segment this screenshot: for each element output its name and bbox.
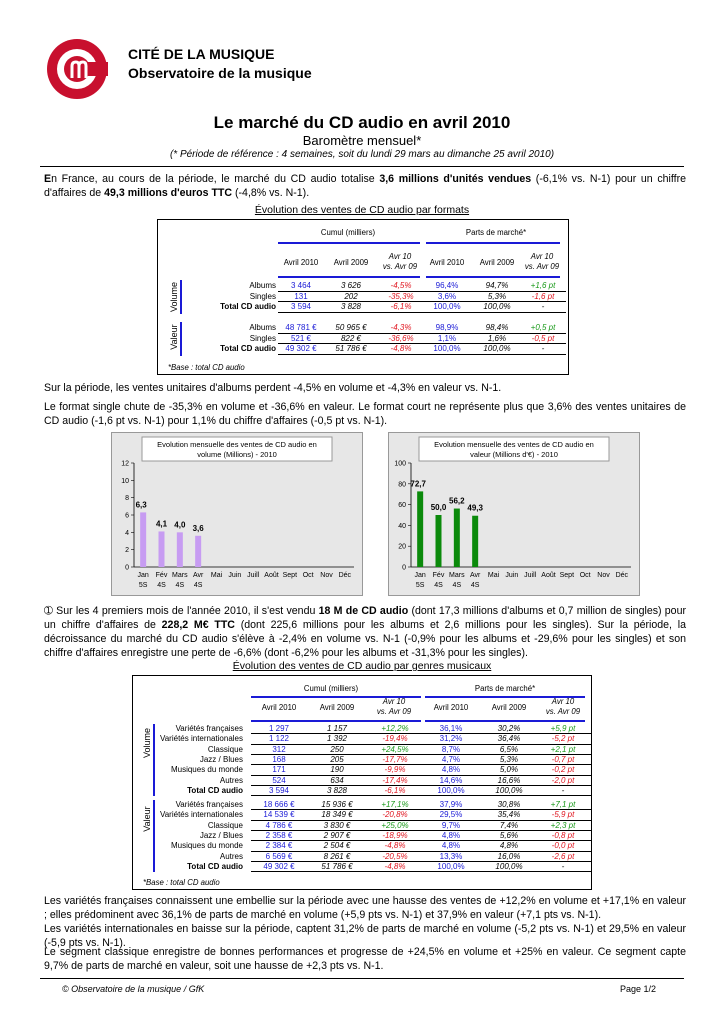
cell-part-2010: 98,9% <box>435 323 459 332</box>
y-tick-label: 60 <box>398 502 406 510</box>
cell-avril-2009: 250 <box>330 744 344 754</box>
cell-part-2010: 8,7% <box>441 744 461 754</box>
paragraph-albums: Sur la période, les ventes unitaires d'albums perdent -4,5% en volume et -4,3% en valeur vs. N-1. <box>44 382 502 394</box>
cell-part-evol: +7,1 pt <box>550 800 576 809</box>
cell-evol: -4,3% <box>390 323 412 332</box>
y-tick-label: 8 <box>125 495 129 503</box>
col-part-2009: Avril 2009 <box>479 258 515 267</box>
cell-evol: -19,4% <box>382 734 408 744</box>
footer-page: Page 1/2 <box>620 984 657 994</box>
cell-part-2010: 4,8% <box>441 830 461 840</box>
cell-avril-2010: 131 <box>294 291 308 301</box>
cell-evol: +24,5% <box>381 744 409 754</box>
cell-part-2010: 100,0% <box>437 861 465 871</box>
cell-part-2009: 30,2% <box>497 724 521 733</box>
cell-part-evol: +2,3 pt <box>550 820 576 830</box>
cell-part-2010: 36,1% <box>439 724 463 733</box>
cell-part-evol: -0,2 pt <box>551 765 575 775</box>
cell-avril-2010: 4 786 € <box>265 820 293 830</box>
col-avril-2010: Avril 2010 <box>283 258 319 267</box>
data-label: 50,0 <box>430 503 447 512</box>
row-separator <box>423 871 591 872</box>
cell-evol: -35,3% <box>388 291 414 301</box>
row-label: Variétés françaises <box>175 724 243 733</box>
cell-part-2010: 4,7% <box>441 754 461 764</box>
data-label: 4,0 <box>174 520 186 530</box>
data-label: 72,7 <box>410 479 426 489</box>
cell-evol: -4,8% <box>390 344 412 353</box>
bar <box>159 531 165 567</box>
cell-part-evol: -5,2 pt <box>551 734 575 744</box>
cell-part-2009: 30,8% <box>497 800 521 809</box>
cell-avril-2010: 18 666 € <box>263 800 295 809</box>
x-tick-label: Juill <box>524 572 537 579</box>
document-title: Le marché du CD audio en avril 2010 <box>213 113 511 132</box>
cell-part-2009: 35,4% <box>497 810 521 820</box>
cell-part-evol: +1,6 pt <box>530 281 556 290</box>
row-separator <box>423 795 591 796</box>
cell-avril-2009: 2 504 € <box>323 841 351 851</box>
row-label: Total CD audio <box>187 861 243 871</box>
cell-evol: +25,0% <box>381 820 409 830</box>
cell-part-2010: 31,2% <box>439 734 463 744</box>
col-avril-2009: Avril 2009 <box>319 703 355 712</box>
row-label: Singles <box>249 291 276 301</box>
x-tick-label: Sept <box>559 572 575 579</box>
col-evol-sub: vs. Avr 09 <box>382 262 418 271</box>
cell-avril-2009: 190 <box>330 765 344 775</box>
group-parts: Parts de marché* <box>465 228 527 237</box>
col-part-evol: Avr 10 <box>530 252 554 261</box>
cell-part-2009: 100,0% <box>483 344 511 353</box>
row-separator <box>278 354 424 355</box>
cell-evol: +17,1% <box>381 800 409 809</box>
cell-part-evol: -0,5 pt <box>531 333 555 343</box>
cell-part-evol: +5,9 pt <box>550 724 576 733</box>
cell-avril-2009: 51 786 € <box>321 861 353 871</box>
cell-part-2010: 37,9% <box>439 800 463 809</box>
row-separator <box>424 354 566 355</box>
y-tick-label: 10 <box>121 477 129 485</box>
row-separator <box>251 871 423 872</box>
cell-avril-2010: 48 781 € <box>285 323 317 332</box>
cite-musique-logo <box>46 38 108 100</box>
org-subname: Observatoire de la musique <box>128 65 312 81</box>
x-tick-label: Avr <box>469 572 481 579</box>
cell-avril-2009: 3 828 <box>326 785 348 795</box>
row-label: Variétés françaises <box>175 800 243 809</box>
cell-part-2009: 4,8% <box>499 841 519 851</box>
cell-part-2010: 4,8% <box>441 841 461 851</box>
cell-evol: -20,5% <box>382 851 408 861</box>
table2-note: *Base : total CD audio <box>143 878 220 887</box>
cell-evol: -6,1% <box>390 302 412 311</box>
col-part-evol-sub: vs. Avr 09 <box>524 262 560 271</box>
row-label: Singles <box>249 333 276 343</box>
cell-part-evol: - <box>541 344 545 353</box>
cell-avril-2009: 3 626 <box>340 281 362 290</box>
x-sublabel: 4S <box>175 582 185 589</box>
cell-avril-2009: 1 392 <box>326 734 348 744</box>
cell-part-2010: 29,5% <box>439 810 463 820</box>
bar <box>436 515 442 567</box>
cell-part-2009: 5,3% <box>499 754 519 764</box>
table-formats <box>157 219 569 375</box>
x-tick-label: Mai <box>210 572 223 579</box>
cell-part-2010: 9,7% <box>441 820 461 830</box>
chart-title: valeur (Millions d'€) - 2010 <box>470 450 558 459</box>
cell-avril-2010: 6 569 € <box>265 851 293 861</box>
cell-avril-2009: 634 <box>330 775 344 785</box>
chart-valeur-svg <box>389 433 639 595</box>
cell-part-2009: 7,4% <box>499 820 519 830</box>
row-label: Variétés internationales <box>159 734 243 744</box>
intro-paragraph: En France, au cours de la période, le marché du CD audio totalise 3,6 millions d'unités vendues (-6,1% vs. N-1) pour un chiffre d'affaires de 49,3 millions d'euros TTC (-4,8% vs. N-1). <box>44 173 686 199</box>
cell-evol: +12,2% <box>381 724 409 733</box>
y-tick-label: 0 <box>402 564 406 572</box>
x-tick-label: Déc <box>615 572 629 579</box>
org-name: CITÉ DE LA MUSIQUE <box>128 46 275 62</box>
cell-part-2010: 100,0% <box>437 785 465 795</box>
cell-evol: -9,9% <box>384 765 406 775</box>
cell-avril-2010: 3 464 <box>290 281 312 290</box>
data-label: 49,3 <box>467 503 483 513</box>
cell-part-evol: -2,0 pt <box>551 775 575 785</box>
x-sublabel: 4S <box>157 582 166 589</box>
x-tick-label: Déc <box>338 572 352 579</box>
y-tick-label: 4 <box>125 529 129 537</box>
data-label: 6,3 <box>135 500 147 510</box>
col-part-evol-sub: vs. Avr 09 <box>545 707 581 716</box>
x-sublabel: 4S <box>434 582 443 589</box>
group-cumul: Cumul (milliers) <box>320 228 376 237</box>
y-tick-label: 2 <box>125 547 129 555</box>
x-tick-label: Nov <box>320 572 333 579</box>
cell-evol: -17,7% <box>382 754 408 764</box>
cell-avril-2009: 3 828 <box>340 302 362 311</box>
bar <box>140 512 146 567</box>
bar <box>177 532 183 567</box>
cell-evol: -4,5% <box>390 281 412 290</box>
paragraph-singles: Le format single chute de -35,3% en volume et -36,6% en valeur. Le format court ne représente plus que 3,6% des ventes unitaires de CD audio (-1,6 pt vs. N-1) pour 1,1% du chiffre d'affaires (-0,5 pt vs. N-1). <box>44 401 686 427</box>
cell-avril-2010: 2 384 € <box>265 841 293 851</box>
y-tick-label: 80 <box>398 481 406 489</box>
row-label: Classique <box>207 744 243 754</box>
col-evol-sub: vs. Avr 09 <box>376 707 412 716</box>
row-separator <box>278 312 424 313</box>
divider <box>40 166 684 167</box>
x-tick-label: Jan <box>414 572 426 579</box>
col-evol: Avr 10 <box>388 252 412 261</box>
col-part-2009: Avril 2009 <box>491 703 527 712</box>
paragraph-classique: Le segment classique enregistre de bonnes performances et progresse de +24,5% en volume et +25% en valeur. Ce segment capte 9,7% de parts de marché en valeur, soit une hausse de +2,3 pts vs. N-1. <box>44 946 686 972</box>
cell-part-2010: 14,6% <box>439 775 463 785</box>
cell-avril-2010: 524 <box>272 775 286 785</box>
chart-title: Evolution mensuelle des ventes de CD audio en <box>157 440 317 449</box>
x-tick-label: Oct <box>579 572 591 579</box>
cell-part-evol: +0,5 pt <box>530 323 556 332</box>
cell-part-2009: 16,6% <box>497 775 521 785</box>
cell-part-2009: 98,4% <box>485 323 509 332</box>
row-label: Total CD audio <box>220 344 276 353</box>
cell-avril-2010: 1 297 <box>268 724 290 733</box>
cell-part-evol: -0,0 pt <box>551 841 575 851</box>
cell-part-evol: +2,1 pt <box>550 744 576 754</box>
cell-avril-2010: 2 358 € <box>265 830 293 840</box>
col-avril-2010: Avril 2010 <box>261 703 297 712</box>
x-tick-label: Jan <box>137 572 149 579</box>
row-separator <box>424 312 566 313</box>
footer-copyright: © Observatoire de la musique / GfK <box>62 984 205 994</box>
cell-evol: -4,8% <box>384 861 406 871</box>
cell-part-2009: 100,0% <box>495 861 523 871</box>
y-tick-label: 100 <box>394 460 406 468</box>
cell-avril-2010: 521 € <box>290 333 312 343</box>
row-label: Albums <box>249 281 276 290</box>
cell-part-2010: 4,8% <box>441 765 461 775</box>
row-label: Total CD audio <box>187 785 243 795</box>
cell-avril-2009: 50 965 € <box>335 323 367 332</box>
col-evol: Avr 10 <box>382 697 406 706</box>
y-tick-label: 0 <box>125 564 129 572</box>
row-label: Musiques du monde <box>170 841 243 851</box>
x-tick-label: Juin <box>505 572 519 579</box>
cell-part-evol: -0,7 pt <box>551 754 575 764</box>
group-cumul: Cumul (milliers) <box>303 684 359 693</box>
x-sublabel: 4S <box>193 582 203 589</box>
cell-evol: -36,6% <box>388 333 414 343</box>
x-sublabel: 4S <box>452 582 462 589</box>
row-label: Jazz / Blues <box>199 830 243 840</box>
cell-avril-2009: 822 € <box>340 333 362 343</box>
x-tick-label: Mai <box>487 572 500 579</box>
paragraph-varietes-int: Les variétés internationales en baisse sur la période, captent 31,2% de parts de marché en volume (-5,2 pts vs. N-1) et 29,5% en valeur (-5,9 pts vs. N-1). <box>44 923 686 949</box>
footer-rule <box>40 978 684 979</box>
data-label: 3,6 <box>192 523 204 533</box>
cell-avril-2010: 3 594 <box>268 785 290 795</box>
cell-part-evol: -5,9 pt <box>551 810 575 820</box>
data-label: 56,2 <box>449 496 465 506</box>
y-tick-label: 12 <box>121 460 129 468</box>
x-tick-label: Août <box>264 572 279 579</box>
cell-part-evol: - <box>541 302 545 311</box>
table2-caption: Évolution des ventes de CD audio par genres musicaux <box>232 660 492 672</box>
cell-part-2009: 6,5% <box>499 744 519 754</box>
bar <box>454 509 460 567</box>
x-tick-label: Oct <box>302 572 314 579</box>
cell-part-2010: 96,4% <box>435 281 459 290</box>
cell-evol: -20,8% <box>382 810 408 820</box>
chart-title: volume (Millions) - 2010 <box>197 450 277 459</box>
cell-avril-2010: 49 302 € <box>263 861 295 871</box>
x-tick-label: Sept <box>282 572 298 579</box>
x-sublabel: 5S <box>415 582 425 589</box>
x-tick-label: Mars <box>449 572 465 579</box>
col-part-2010: Avril 2010 <box>433 703 469 712</box>
y-tick-label: 20 <box>398 543 406 551</box>
cell-part-2010: 3,6% <box>437 291 457 301</box>
chart-valeur <box>388 432 640 596</box>
x-tick-label: Nov <box>597 572 610 579</box>
side-label-volume: Volume <box>142 727 152 759</box>
cell-part-evol: - <box>561 785 565 795</box>
cell-part-2009: 100,0% <box>483 302 511 311</box>
x-tick-label: Juill <box>247 572 260 579</box>
cell-part-2009: 5,6% <box>499 830 519 840</box>
x-tick-label: Avr <box>192 572 204 579</box>
table-genres <box>132 675 592 890</box>
cell-part-evol: -1,6 pt <box>531 291 555 301</box>
row-label: Autres <box>219 851 243 861</box>
cell-avril-2009: 8 261 € <box>323 851 351 861</box>
cell-part-2009: 5,0% <box>499 765 519 775</box>
cell-evol: -17,4% <box>382 775 408 785</box>
cell-evol: -4,8% <box>384 841 406 851</box>
cell-avril-2009: 2 907 € <box>323 830 351 840</box>
cell-part-evol: -2,6 pt <box>551 851 575 861</box>
x-tick-label: Fév <box>155 572 168 579</box>
x-tick-label: Fév <box>432 572 445 579</box>
col-part-2010: Avril 2010 <box>429 258 465 267</box>
x-tick-label: Mars <box>172 572 188 579</box>
reference-period: (* Période de référence : 4 semaines, soit du lundi 29 mars au dimanche 25 avril 2010) <box>169 149 555 160</box>
data-label: 4,1 <box>155 519 168 529</box>
bar <box>195 536 201 567</box>
cell-avril-2010: 14 539 € <box>263 810 295 820</box>
cell-avril-2009: 205 <box>330 754 344 764</box>
cell-avril-2010: 3 594 <box>290 302 312 311</box>
chart-title: Evolution mensuelle des ventes de CD audio en <box>434 440 594 449</box>
row-label: Total CD audio <box>220 302 276 311</box>
col-avril-2009: Avril 2009 <box>333 258 369 267</box>
cell-avril-2009: 202 <box>344 291 358 301</box>
cell-avril-2010: 171 <box>272 765 286 775</box>
cell-part-evol: -0,8 pt <box>551 830 575 840</box>
y-tick-label: 40 <box>398 522 406 530</box>
row-label: Jazz / Blues <box>199 754 243 764</box>
chart-volume <box>111 432 363 596</box>
cell-avril-2010: 49 302 € <box>285 344 317 353</box>
row-separator <box>251 795 423 796</box>
bar <box>417 491 423 567</box>
row-label: Variétés internationales <box>159 810 243 820</box>
x-sublabel: 4S <box>470 582 480 589</box>
group-parts: Parts de marché* <box>474 684 536 693</box>
document-subtitle: Baromètre mensuel* <box>302 133 422 148</box>
side-label-volume: Volume <box>169 281 179 313</box>
cell-part-2009: 36,4% <box>497 734 521 744</box>
cell-part-2010: 100,0% <box>433 344 461 353</box>
paragraph-varietes-fr: Les variétés françaises connaissent une embellie sur la période avec une hausse des ventes de +12,2% en volume et +17,1% en valeur ; elles prédominent avec 36,1% de parts de marché en volume (+5,9 pts vs. N-1) et 37,9% en valeur (+7,1 pts vs. N-1). <box>44 895 686 921</box>
cell-avril-2009: 3 830 € <box>323 820 351 830</box>
cell-part-2010: 1,1% <box>437 333 457 343</box>
x-sublabel: 5S <box>138 582 148 589</box>
cell-part-2009: 16,0% <box>497 851 521 861</box>
side-label-valeur: Valeur <box>169 324 179 350</box>
cell-avril-2010: 1 122 <box>268 734 290 744</box>
row-label: Autres <box>219 775 243 785</box>
cell-part-2009: 5,3% <box>487 291 507 301</box>
x-tick-label: Août <box>541 572 556 579</box>
cell-part-2009: 94,7% <box>485 281 509 290</box>
cell-part-evol: - <box>561 861 565 871</box>
side-label-valeur: Valeur <box>142 806 152 832</box>
row-label: Musiques du monde <box>170 765 243 775</box>
cell-avril-2010: 312 <box>272 744 286 754</box>
cell-evol: -18,9% <box>382 830 408 840</box>
table1-caption: Évolution des ventes de CD audio par formats <box>254 204 470 216</box>
bar <box>472 516 478 567</box>
x-tick-label: Juin <box>228 572 242 579</box>
cell-evol: -6,1% <box>384 785 406 795</box>
cell-avril-2009: 18 349 € <box>321 810 353 820</box>
cell-avril-2010: 168 <box>272 754 286 764</box>
cell-avril-2009: 51 786 € <box>335 344 367 353</box>
chart-volume-svg <box>112 433 362 595</box>
cell-avril-2009: 1 157 <box>326 724 348 733</box>
cell-part-2010: 13,3% <box>439 851 463 861</box>
col-part-evol: Avr 10 <box>551 697 575 706</box>
row-label: Classique <box>207 820 243 830</box>
table1-note: *Base : total CD audio <box>168 363 245 372</box>
cell-part-2009: 1,6% <box>487 333 507 343</box>
cell-part-2010: 100,0% <box>433 302 461 311</box>
y-tick-label: 6 <box>125 512 129 520</box>
row-label: Albums <box>249 323 276 332</box>
paragraph-cumul: ➀ Sur les 4 premiers mois de l'année 2010, il s'est vendu 18 M de CD audio (dont 17,3 millions d'albums et 0,7 million de singles) pour un chiffre d'affaires de 228,2 M€ TTC (dont 225,6 millions pour les albums et 2,6 millions pour les singles). Sur la période, la décroissance du marché du CD audio s'élève à -2,4% en volume vs. N-1 (-0,9% pour les albums et -29,6% pour les singles) et son chiffre d'affaires enregistre une perte de -6,6% (dont -6,2% pour les albums et -31,3% pour les singles). <box>44 605 686 659</box>
cell-avril-2009: 15 936 € <box>321 800 353 809</box>
cell-part-2009: 100,0% <box>495 785 523 795</box>
